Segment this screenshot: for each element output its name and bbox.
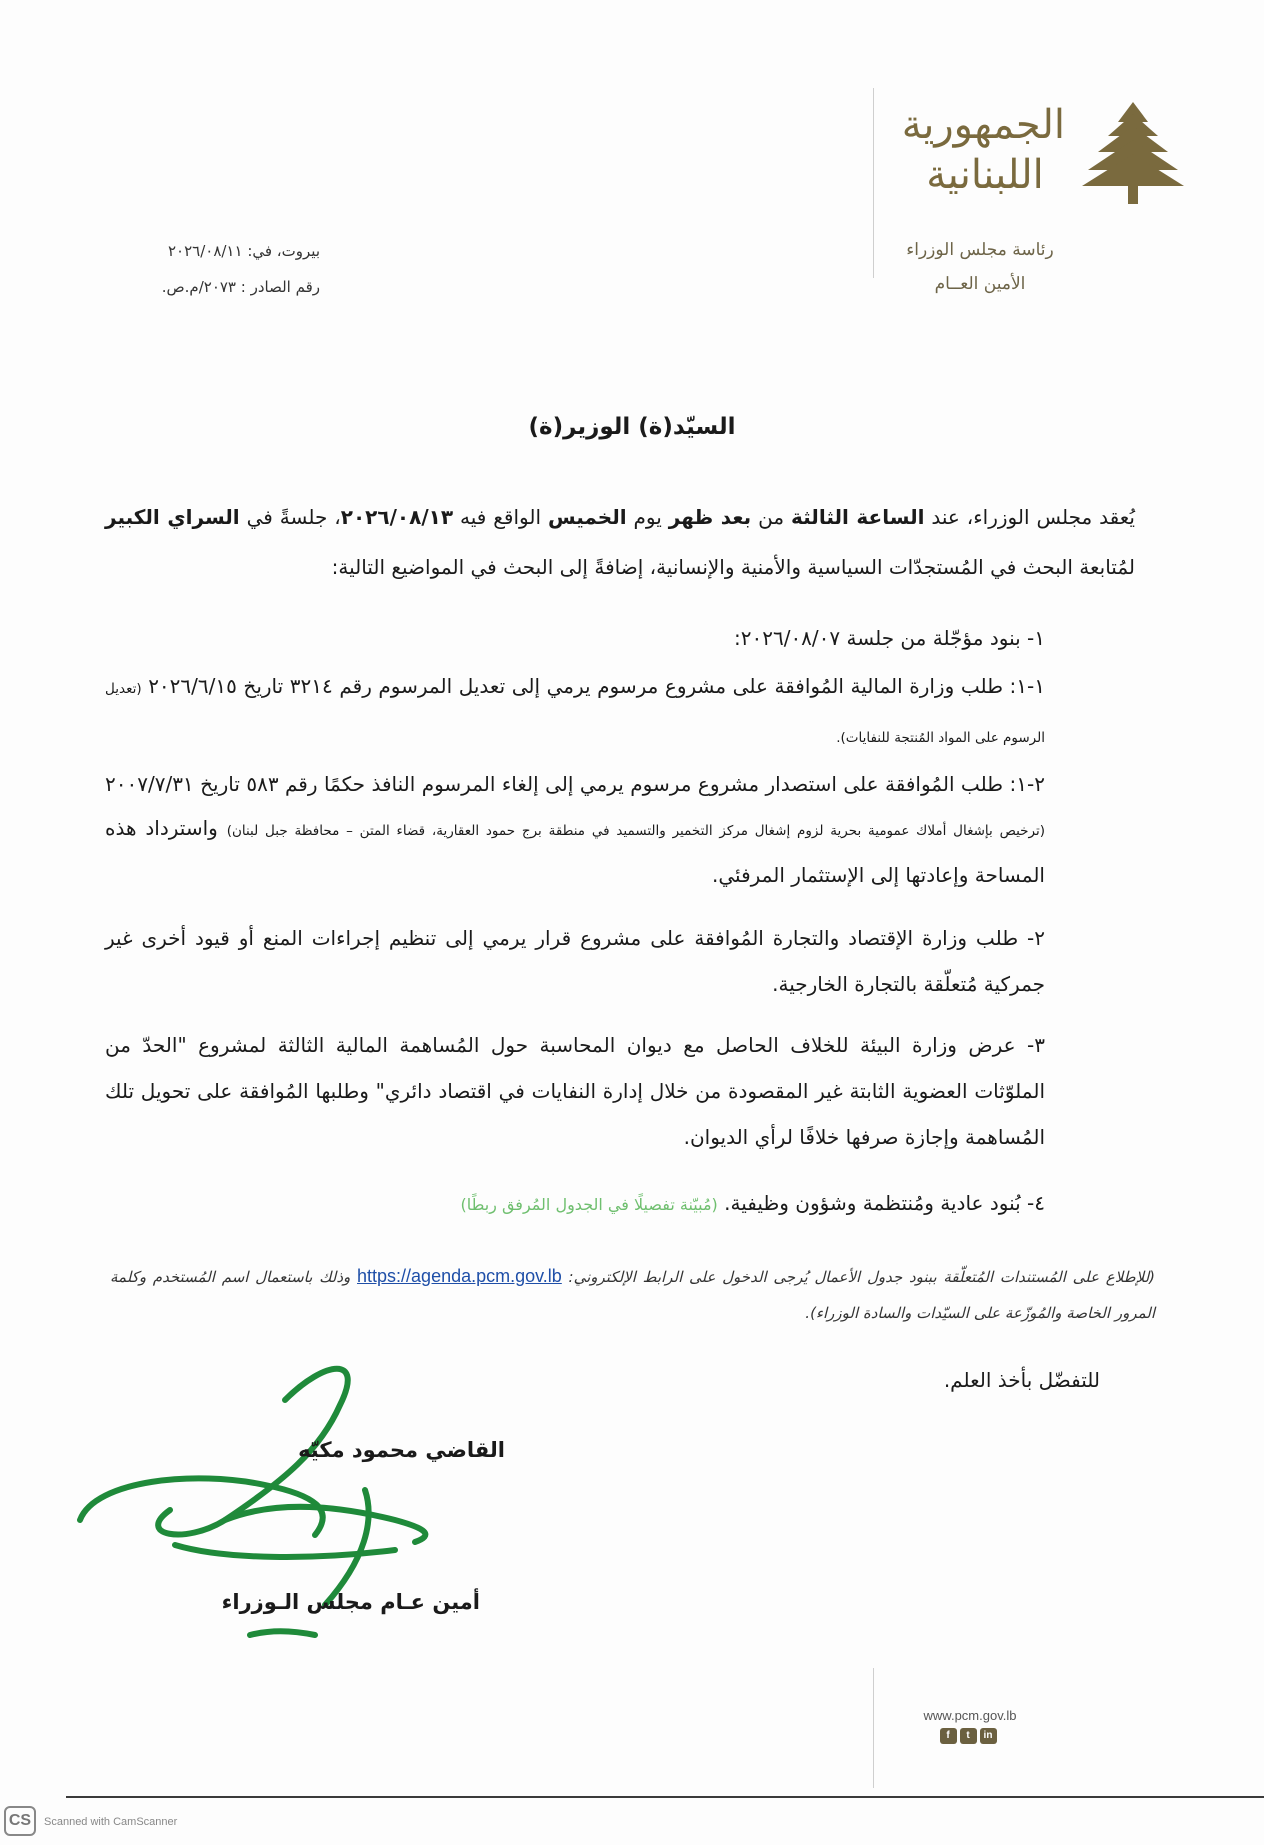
item-1-1-text: ١-١: طلب وزارة المالية المُوافقة على مشروع مرسوم يرمي إلى تعديل المرسوم رقم ٣٢١٤ تاريخ ٢٠٢٦/٦/١٥ [148,674,1046,698]
item-4-note: (مُبيّنة تفصيلًا في الجدول المُرفق ربطًا) [460,1195,718,1214]
agenda-item-1-2 [105,762,1045,897]
item-4-text: ٤- بُنود عادية ومُنتظمة وشؤون وظيفية. [724,1191,1045,1215]
agenda-access-note [110,1258,1155,1331]
intro-bold-date: ٢٠٢٦/٠٨/١٣ [340,505,454,529]
agenda-item-3: ٣- عرض وزارة البيئة للخلاف الحاصل مع ديوان المحاسبة حول المُساهمة المالية الثالثة لمشروع "الحدّ من الملوّثات العضوية الثابتة غير المقصودة من خلال إدارة النفايات في اقتصاد دائري" وطلبها المُوافقة على تحويل تلك المُساهمة وإجازة صرفها خلافًا لرأي الديوان. [105,1033,1045,1149]
salutation-heading: السيّد(ة) الوزير(ة) [528,414,736,440]
cedar-emblem-icon [1078,98,1188,208]
website-url: www.pcm.gov.lb [923,1708,1017,1723]
intro-bold-venue: السراي الكبير [105,505,240,529]
signatory-title: أمين عـام مجلس الـوزراء [221,1590,480,1614]
closing-line: للتفضّل بأخذ العلم. [943,1368,1100,1392]
item-1-1-note: (تعديل الرسوم على المواد المُنتجة للنفايات). [105,681,1045,746]
intro-paragraph [105,492,1135,592]
agenda-link[interactable]: https://agenda.pcm.gov.lb [357,1266,562,1286]
intro-text: الواقع فيه [453,505,548,529]
intro-bold-afternoon: بعد ظهر [668,505,752,529]
item-1-2-text: ٢-١: طلب المُوافقة على استصدار مشروع مرسوم يرمي إلى إلغاء المرسوم النافذ حكمًا رقم ٥٨٣ تاريخ ٢٠٠٧/٧/٣١ [105,772,1045,796]
intro-text: لمُتابعة البحث في المُستجدّات السياسية والأمنية والإنسانية، إضافةً إلى البحث في المواضيع التالية: [331,555,1135,579]
footer-divider [873,1668,874,1788]
intro-bold-time: الساعة الثالثة [791,505,925,529]
signatory-name: القاضي محمود مكيّه [298,1438,505,1462]
bottom-rule [66,1796,1264,1798]
intro-text: ، جلسةً في [239,505,341,529]
item-1-2-note: (ترخيص بإشغال أملاك عمومية بحرية لزوم إشغال مركز التخمير والتسميد في منطقة برج حمود العقارية، قضاء المتن – محافظة جبل لبنان) [226,823,1046,839]
item-1-2-tail: واسترداد هذه المساحة وإعادتها إلى الإستثمار المرفئي. [105,816,1045,887]
agenda-item-1-1 [105,663,1045,761]
reference-number: رقم الصادر : ٢٠٧٣/م.ص. [161,278,320,296]
note-text-before: (للإطلاع على المُستندات المُتعلّقة ببنود جدول الأعمال يُرجى الدخول على الرابط الإلكتروني: [561,1268,1155,1286]
intro-text: من [751,505,792,529]
agenda-item-4 [105,1180,1045,1228]
intro-bold-day: الخميس [547,505,627,529]
intro-text: يوم [626,505,669,529]
social-icons [928,1728,1008,1748]
note-text-after: وذلك باستعمال اسم المُستخدم وكلمة المرور الخاصة والمُوزّعة على السيّدات والسادة الوزراء). [110,1268,1155,1322]
office-subtitle: الأمين العــام [934,274,1026,294]
camscanner-logo-icon: CS [4,1806,36,1836]
republic-emblem-text [901,100,1065,208]
linkedin-icon: in [980,1728,997,1744]
date-line: بيروت، في: ٢٠٢٦/٠٨/١١ [167,242,320,260]
agenda-item-2: ٢- طلب وزارة الإقتصاد والتجارة المُوافقة على مشروع قرار يرمي إلى تنظيم إجراءات المنع أو قيود أخرى غير جمركية مُتعلّقة بالتجارة الخارجية. [105,926,1045,996]
header-divider [873,88,874,278]
facebook-icon: f [940,1728,957,1744]
agenda-item-1: ١- بنود مؤجّلة من جلسة ٢٠٢٦/٠٨/٠٧: [733,626,1045,650]
emblem-line-1: الجمهورية [901,102,1065,148]
scanner-watermark: Scanned with CamScanner [44,1816,178,1828]
office-title: رئاسة مجلس الوزراء [906,240,1054,260]
intro-text: يُعقد مجلس الوزراء، عند [924,505,1135,529]
handwritten-signature [75,1360,475,1670]
twitter-icon: t [960,1728,977,1744]
emblem-line-2: اللبنانية [926,152,1044,198]
